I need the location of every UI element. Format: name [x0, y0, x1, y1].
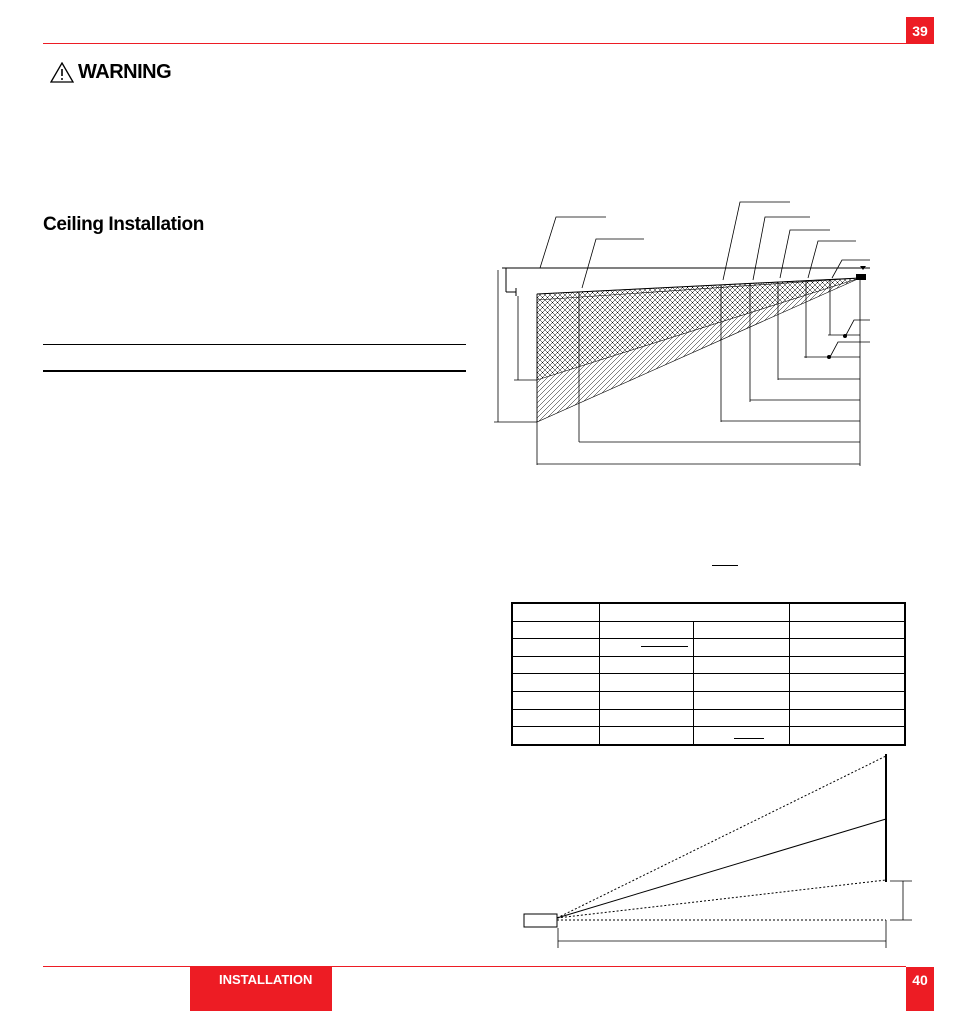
throw-distance-table — [511, 602, 906, 746]
section-label — [190, 967, 332, 1011]
divider-line — [43, 370, 466, 372]
ceiling-installation-diagram — [490, 190, 880, 480]
bottom-rule — [43, 966, 906, 967]
page-number-tab-top — [906, 17, 934, 44]
table-row — [512, 621, 905, 639]
page-number: 40 — [912, 972, 928, 988]
table-row — [512, 656, 905, 674]
table-row — [512, 727, 905, 745]
projection-geometry-diagram — [520, 750, 920, 955]
table-row — [512, 639, 905, 657]
top-rule — [43, 43, 906, 44]
divider-line — [43, 344, 466, 345]
page-number-tab-bottom — [906, 967, 934, 1011]
table-row — [512, 674, 905, 692]
page-number: 39 — [912, 22, 928, 39]
underline-mark — [734, 738, 764, 739]
warning-title — [50, 61, 171, 84]
table-row — [512, 603, 905, 621]
warning-label: WARNING — [78, 61, 172, 83]
section-label-text: INSTALLATION — [219, 972, 313, 987]
table-row — [512, 709, 905, 727]
section-heading: Ceiling Installation — [43, 214, 204, 235]
warning-triangle-icon — [50, 62, 74, 83]
underline-mark — [641, 646, 688, 647]
underline-mark — [712, 565, 738, 566]
table-row — [512, 692, 905, 710]
